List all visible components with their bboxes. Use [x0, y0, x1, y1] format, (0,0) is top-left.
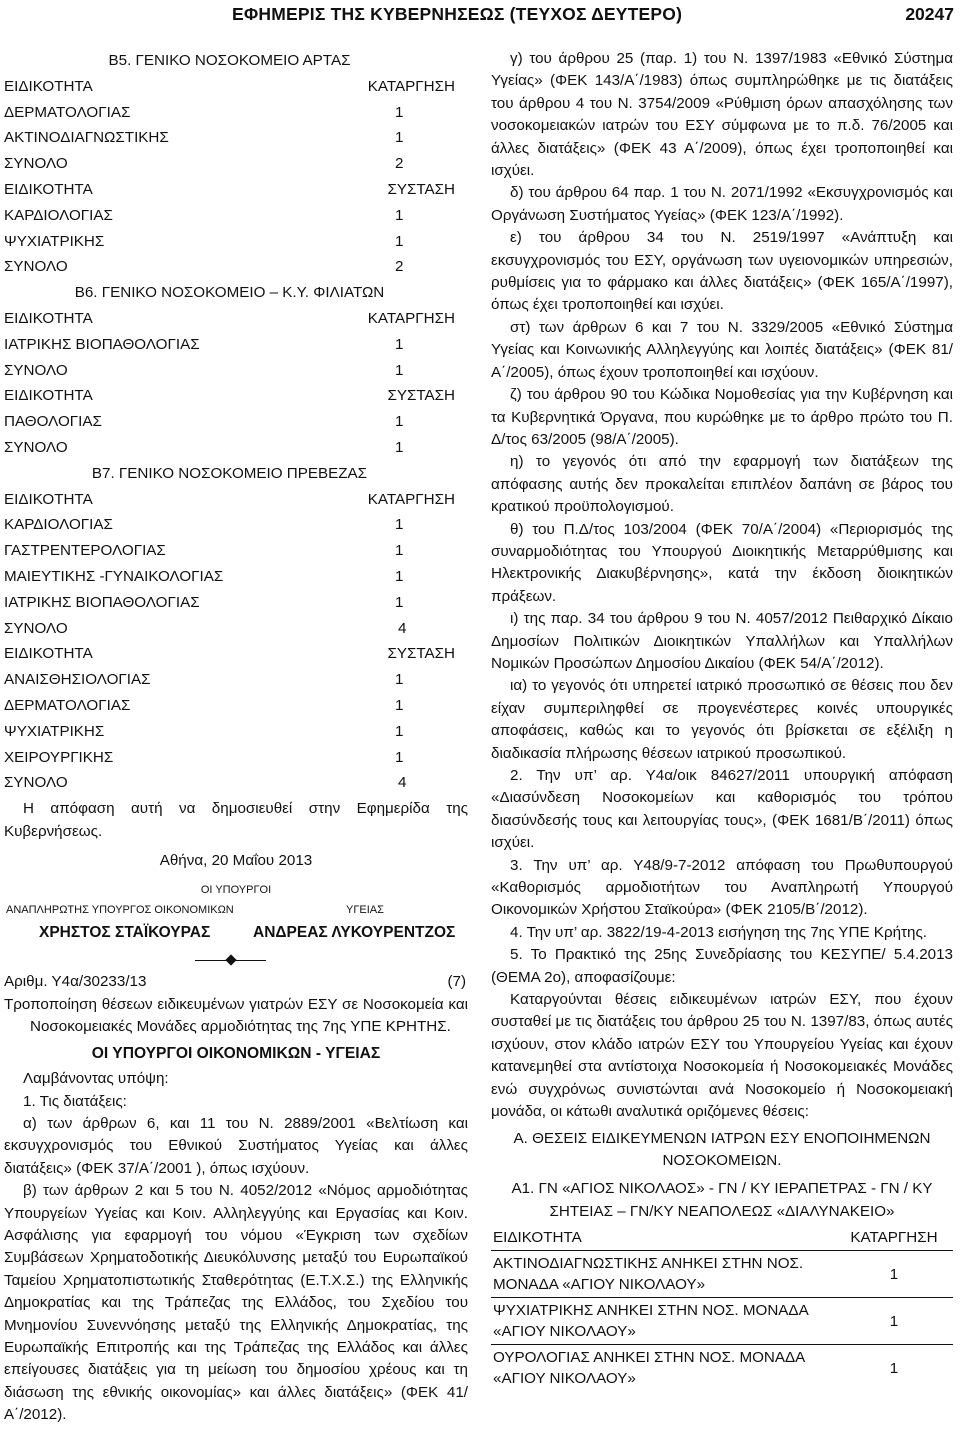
row-specialty: ΙΑΤΡΙΚΗΣ ΒΙΟΠΑΘΟΛΟΓΙΑΣ: [4, 593, 200, 611]
hospital-heading: [4, 48, 468, 74]
row-specialty: ΓΑΣΤΡΕΝΤΕΡΟΛΟΓΙΑΣ: [4, 542, 166, 560]
para-th: θ) του Π.Δ/τος 103/2004 (ΦΕΚ 70/Α΄/2004) «Περιορισμός της συναρμοδιότητας του Υπουργού Διοικητικής Μεταρρύθμισης και Ηλεκτρονικής Διακυβέρνησης», κατά την έκδοση διοικητικών πράξεων.: [491, 520, 953, 605]
hospital-heading: [4, 461, 468, 487]
hospital-heading-text: Β5. ΓΕΝΙΚΟ ΝΟΣΟΚΟΜΕΙΟ ΑΡΤΑΣ: [108, 52, 351, 69]
place-date: Αθήνα, 20 Μαΐου 2013: [159, 851, 313, 869]
row-count: 1: [395, 103, 404, 121]
row-count: 2: [395, 258, 404, 276]
row-count: 1: [395, 748, 404, 766]
row-count: 1: [395, 542, 404, 560]
table-subheader-row: [4, 383, 468, 409]
table-row: [4, 229, 468, 255]
subheader-action: ΣΥΣΤΑΣΗ: [387, 180, 455, 198]
right-column: [491, 48, 953, 1391]
row-specialty: ΣΥΝΟΛΟ: [4, 774, 68, 792]
table-row: [4, 590, 468, 616]
cell-specialty: ΑΚΤΙΝΟΔΙΑΓΝΩΣΤΙΚΗΣ ΑΝΗΚΕΙ ΣΤΗΝ ΝΟΣ. ΜΟΝΑΔΑ «ΑΓΙΟΥ ΝΙΚΟΛΑΟΥ»: [491, 1251, 835, 1298]
para-b: β) των άρθρων 2 και 5 του Ν. 4052/2012 «Νόμος αρμοδιότητας Υπουργείων Υγείας και Κοιν. Αλληλεγγύης και Εργασίας και Κοιν. Ασφάλισης για εφαρμογή του νόμου «Έγκριση των σχεδίων Συμβάσεων Χρηματοδοτικής Διευκόλυνσης μεταξύ του Ευρωπαϊκού Ταμείου Χρηματοπιστωτικής Σταθερότητας (Ε.Τ.Χ.Σ.) της Ελληνικής Δημοκρατίας και της Τράπεζας της Ελλάδος, του Σχεδίου του Μνημονίου Συνεννόησης μεταξύ της Ελληνικής Δημοκρατίας, της Ευρωπαϊκής Επιτροπής και της Τράπεζας της Ελλάδος και άλλες επείγουσες διατάξεις για τη μείωση του δημοσίου χρέους και τη διάσωση της εθνικής οικονομίας» και άλλες διατάξεις» (ΦΕΚ 41/Α΄/2012).: [4, 1182, 468, 1424]
para-st: στ) των άρθρων 6 και 7 του Ν. 3329/2005 «Εθνικό Σύστημα Υγείας και Κοινωνικής Αλληλεγγύης και λοιπές διατάξεις» (ΦΕΚ 81/ Α΄/2005), όπως έχουν τροποποιηθεί και ισχύουν.: [491, 318, 953, 381]
ministers-label: ΟΙ ΥΠΟΥΡΓΟΙ: [200, 883, 272, 896]
table-row: [4, 719, 468, 745]
table-row: [4, 693, 468, 719]
row-count: 1: [395, 206, 404, 224]
table-row: [491, 1345, 953, 1392]
decision-text: Καταργούνται θέσεις ειδικευμένων ιατρών ΕΣΥ, που έχουν συσταθεί με τις διατάξεις του άρθρου 25 του Ν. 1397/83, όπως αυτές ισχύουν, στον κλάδο ιατρών ΕΣΥ του Υπουργείου Υγείας και έχουν κατανεμηθεί στα αντίστοιχα Νοσοκομεία ή Νοσοκομειακές Μονάδες ενώ συγχρόνως συνιστώνται ανά Νοσοκομείο ή Νοσοκομειακή μονάδα, οι κάτωθι αναλυτικά οριζόμενες θέσεις:: [491, 991, 953, 1121]
table-subheader-row: [4, 74, 468, 100]
table-head-specialty: ΕΙΔΙΚΟΤΗΤΑ: [493, 1229, 582, 1247]
para-z: ζ) του άρθρου 90 του Κώδικα Νομοθεσίας για την Κυβέρνηση και τα Κυβερνητικά Όργανα, που κυρώθηκε με το άρθρο πρώτο του Π. Δ/τος 63/2005 (98/Α΄/2005).: [491, 386, 953, 448]
subheader-action: ΚΑΤΑΡΓΗΣΗ: [367, 309, 455, 327]
row-count: 1: [395, 129, 404, 147]
table-header-row: [491, 1225, 953, 1251]
row-specialty: ΜΑΙΕΥΤΙΚΗΣ -ΓΥΝΑΙΚΟΛΟΓΙΑΣ: [4, 567, 224, 585]
table-row: [491, 1298, 953, 1345]
cell-count: 1: [835, 1345, 953, 1392]
table-row: [4, 616, 468, 642]
row-specialty: ΑΚΤΙΝΟΔΙΑΓΝΩΣΤΙΚΗΣ: [4, 129, 169, 147]
issuing-authority: ΟΙ ΥΠΟΥΡΓΟΙ ΟΙΚΟΝΟΜΙΚΩΝ - ΥΓΕΙΑΣ: [91, 1044, 381, 1062]
table-row: [4, 409, 468, 435]
considering: Λαμβάνοντας υπόψη:: [23, 1070, 169, 1088]
publish-note-block: [4, 798, 468, 843]
table-subheader-row: [4, 641, 468, 667]
para-4: 4. Την υπ’ αρ. 3822/19-4-2013 εισήγηση της 7ης ΥΠΕ Κρήτης.: [510, 923, 928, 941]
row-specialty: ΙΑΤΡΙΚΗΣ ΒΙΟΠΑΘΟΛΟΓΙΑΣ: [4, 335, 200, 353]
table-subheader-row: [4, 177, 468, 203]
para-g: γ) του άρθρου 25 (παρ. 1) του Ν. 1397/1983 «Εθνικό Σύστημα Υγείας» (ΦΕΚ 143/Α΄/1983) όπως συμπληρώθηκε με τις διατάξεις του άρθρου 4 του Ν. 3754/2009 «Ρύθμιση όρων απασχόλησης των νοσοκομειακών ιατρών του ΕΣΥ σύμφωνα με το π.δ. 76/2005 και άλλες διατάξεις» (ΦΕΚ 43 Α΄/2009), όπως έχει τροποποιηθεί και ισχύει.: [491, 50, 953, 180]
row-specialty: ΠΑΘΟΛΟΓΙΑΣ: [4, 413, 102, 431]
table-body: [491, 1251, 953, 1392]
table-row: [4, 538, 468, 564]
table-head-abolition: ΚΑΤΑΡΓΗΣΗ: [850, 1229, 938, 1247]
row-count: 1: [395, 438, 404, 456]
row-count: 1: [395, 671, 404, 689]
row-count: 2: [395, 155, 404, 173]
row-count: 1: [395, 722, 404, 740]
table-row: [4, 125, 468, 151]
row-specialty: ΔΕΡΜΑΤΟΛΟΓΙΑΣ: [4, 696, 131, 714]
separator-diamond-icon: [225, 954, 236, 965]
doc-number: Αριθμ. Υ4α/30233/13: [4, 972, 147, 990]
row-specialty: ΨΥΧΙΑΤΡΙΚΗΣ: [4, 722, 105, 740]
table-row: [4, 435, 468, 461]
gazette-title: ΕΦΗΜΕΡΙΣ ΤΗΣ ΚΥΒΕΡΝΗΣΕΩΣ (ΤΕΥΧΟΣ ΔΕΥΤΕΡΟ): [232, 4, 683, 24]
row-count: 1: [395, 361, 404, 379]
table-subheader-row: [4, 306, 468, 332]
subheader-specialty: ΕΙΔΙΚΟΤΗΤΑ: [4, 387, 93, 405]
doc-title: Τροποποίηση θέσεων ειδικευμένων γιατρών ΕΣΥ σε Νοσοκομεία και Νοσοκομειακές Μονάδες αρμοδιότητας της 7ης ΥΠΕ ΚΡΗΤΗΣ.: [4, 995, 468, 1036]
row-count: 1: [395, 335, 404, 353]
para-d: δ) του άρθρου 64 παρ. 1 του Ν. 2071/1992 «Εκσυγχρονισμός και Οργάνωση Συστήματος Υγείας» (ΦΕΚ 123/Α΄/1992).: [491, 184, 953, 224]
table-row: [4, 667, 468, 693]
row-count: 1: [395, 516, 404, 534]
subheader-action: ΣΥΣΤΑΣΗ: [387, 387, 455, 405]
publish-note: Η απόφαση αυτή να δημοσιευθεί στην Εφημερίδα της Κυβερνήσεως.: [4, 800, 468, 840]
para-5: 5. Το Πρακτικό της 25ης Συνεδρίασης του ΚΕΣΥΠΕ/ 5.4.2013 (ΘΕΜΑ 2ο), αποφασίζουμε:: [491, 946, 953, 986]
left-column: [4, 48, 468, 1427]
minister-left-role: ΑΝΑΠΛΗΡΩΤΗΣ ΥΠΟΥΡΓΟΣ ΟΙΚΟΝΟΜΙΚΩΝ: [6, 903, 234, 916]
page-header: [0, 4, 960, 26]
subheader-specialty: ΕΙΔΙΚΟΤΗΤΑ: [4, 645, 93, 663]
table-row: [4, 745, 468, 771]
row-count: 1: [395, 232, 404, 250]
cell-specialty: ΟΥΡΟΛΟΓΙΑΣ ΑΝΗΚΕΙ ΣΤΗΝ ΝΟΣ. ΜΟΝΑΔΑ «ΑΓΙΟΥ ΝΙΚΟΛΑΟΥ»: [491, 1345, 835, 1392]
para-h: η) το γεγονός ότι από την εφαρμογή των διατάξεων της απόφασης αυτής δεν προκαλείται επιπλέον δαπάνη σε βάρος του κρατικού προϋπολογισμού.: [491, 453, 953, 516]
row-specialty: ΣΥΝΟΛΟ: [4, 155, 68, 173]
table-row: [4, 770, 468, 796]
page-number: 20247: [905, 4, 954, 24]
row-specialty: ΣΥΝΟΛΟ: [4, 438, 68, 456]
section-a-heading: Α. ΘΕΣΕΙΣ ΕΙΔΙΚΕΥΜΕΝΩΝ ΙΑΤΡΩΝ ΕΣΥ ΕΝΟΠΟΙΗΜΕΝΩΝ ΝΟΣΟΚΟΜΕΙΩΝ.: [513, 1129, 931, 1169]
row-count: 1: [395, 567, 404, 585]
cell-count: 1: [835, 1298, 953, 1345]
subheader-specialty: ΕΙΔΙΚΟΤΗΤΑ: [4, 180, 93, 198]
table-row: [4, 358, 468, 384]
cell-specialty: ΨΥΧΙΑΤΡΙΚΗΣ ΑΝΗΚΕΙ ΣΤΗΝ ΝΟΣ. ΜΟΝΑΔΑ «ΑΓΙΟΥ ΝΙΚΟΛΑΟΥ»: [491, 1298, 835, 1345]
table-row: [491, 1251, 953, 1298]
para-a: α) των άρθρων 6, και 11 του Ν. 2889/2001 «Βελτίωση και εκσυγχρονισμός του Εθνικού Συστήματος Υγείας και άλλες διατάξεις» (ΦΕΚ 37/Α΄/2001 ), όπως ισχύουν.: [4, 1114, 468, 1177]
doc-number-line: [4, 970, 468, 994]
decision-body: [4, 994, 468, 1427]
row-specialty: ΑΝΑΙΣΘΗΣΙΟΛΟΓΙΑΣ: [4, 671, 151, 689]
section-separator: [4, 948, 468, 970]
minister-right-name: ΑΝΔΡΕΑΣ ΛΥΚΟΥΡΕΝΤΖΟΣ: [253, 923, 456, 941]
hospital-heading-text: Β6. ΓΕΝΙΚΟ ΝΟΣΟΚΟΜΕΙΟ – Κ.Υ. ΦΙΛΙΑΤΩΝ: [74, 284, 385, 302]
row-specialty: ΨΥΧΙΑΤΡΙΚΗΣ: [4, 232, 105, 250]
hospital-heading: [4, 280, 468, 306]
table-row: [4, 203, 468, 229]
ministers-roles: [4, 900, 468, 922]
subheader-action: ΚΑΤΑΡΓΗΣΗ: [367, 77, 455, 95]
subheader-action: ΣΥΣΤΑΣΗ: [387, 645, 455, 663]
subheader-specialty: ΕΙΔΙΚΟΤΗΤΑ: [4, 77, 93, 95]
row-count: 1: [395, 696, 404, 714]
cell-count: 1: [835, 1251, 953, 1298]
row-count: 1: [395, 413, 404, 431]
table-row: [4, 564, 468, 590]
ministers-signatures: [4, 922, 468, 948]
hospital-heading-text: Β7. ΓΕΝΙΚΟ ΝΟΣΟΚΟΜΕΙΟ ΠΡΕΒΕΖΑΣ: [91, 464, 368, 482]
subheader-action: ΚΑΤΑΡΓΗΣΗ: [367, 490, 455, 508]
table-row: [4, 151, 468, 177]
right-text: [491, 48, 953, 1223]
table-row: [4, 254, 468, 280]
table-row: [4, 100, 468, 126]
row-specialty: ΚΑΡΔΙΟΛΟΓΙΑΣ: [4, 516, 113, 534]
para-3: 3. Την υπ’ αρ. Υ48/9-7-2012 απόφαση του Πρωθυπουργού «Καθορισμός αρμοδιοτήτων του Αναπληρωτή Υπουργού Οικονομικών Χρήστου Σταϊκούρα» (ΦΕΚ 2105/Β΄/2012).: [491, 856, 953, 919]
section-a1-heading: Α1. ΓΝ «ΑΓΙΟΣ ΝΙΚΟΛΑΟΣ» - ΓΝ / ΚΥ ΙΕΡΑΠΕΤΡΑΣ - ΓΝ / ΚΥ ΣΗΤΕΙΑΣ – ΓΝ/ΚΥ ΝΕΑΠΟΛΕΩΣ «ΔΙΑΛΥΝΑΚΕΙΟ»: [511, 1180, 933, 1220]
para-2: 2. Την υπ’ αρ. Υ4α/οικ 84627/2011 υπουργική απόφαση «Διασύνδεση Νοσοκομείων και καθορισμός του τρόπου διασύνδεσής τους και λειτουργίας τους», (ΦΕΚ 1681/Β΄/2011) όπως ισχύει.: [491, 767, 953, 852]
row-count: 1: [395, 593, 404, 611]
positions-tables: [4, 48, 468, 796]
minister-left-name: ΧΡΗΣΤΟΣ ΣΤΑΪΚΟΥΡΑΣ: [39, 923, 211, 941]
row-specialty: ΣΥΝΟΛΟ: [4, 258, 68, 276]
doc-sequence: (7): [447, 972, 466, 990]
row-specialty: ΔΕΡΜΑΤΟΛΟΓΙΑΣ: [4, 103, 131, 121]
para-e: ε) του άρθρου 34 του Ν. 2519/1997 «Ανάπτυξη και εκσυγχρονισμός του ΕΣΥ, οργάνωση των υγειονομικών υπηρεσιών, ρυθμίσεις για το φάρμακο και άλλες διατάξεις» (ΦΕΚ 165/Α΄/1997), όπως έχει τροποποιηθεί και ισχύει.: [491, 229, 953, 314]
row-specialty: ΣΥΝΟΛΟ: [4, 619, 68, 637]
row-specialty: ΣΥΝΟΛΟ: [4, 361, 68, 379]
table-row: [4, 332, 468, 358]
para-ia: ια) το γεγονός ότι υπηρετεί ιατρικό προσωπικό σε θέσεις που δεν είχαν συμπεριληφθεί σε προγενέστερες κοινές υπουργικές αποφάσεις, καθώς και το γεγονός ότι βρίσκεται σε εξέλιξη η διαδικασία πλήρωσης θέσεων ιατρικού προσωπικού.: [491, 677, 953, 762]
minister-right-role: ΥΓΕΙΑΣ: [346, 903, 384, 916]
positions-table: [491, 1225, 953, 1391]
provisions-intro: 1. Τις διατάξεις:: [23, 1092, 127, 1110]
row-count: 4: [398, 619, 407, 637]
subheader-specialty: ΕΙΔΙΚΟΤΗΤΑ: [4, 309, 93, 327]
subheader-specialty: ΕΙΔΙΚΟΤΗΤΑ: [4, 490, 93, 508]
table-subheader-row: [4, 487, 468, 513]
para-i: ι) της παρ. 34 του άρθρου 9 του Ν. 4057/2012 Πειθαρχικό Δίκαιο Δημοσίων Πολιτικών Διοικητικών Υπαλλήλων και Υπαλλήλων Νομικών Προσώπων Δημοσίου Δικαίου (ΦΕΚ 54/Α΄/2012).: [491, 610, 953, 672]
row-specialty: ΚΑΡΔΙΟΛΟΓΙΑΣ: [4, 206, 113, 224]
row-specialty: ΧΕΙΡΟΥΡΓΙΚΗΣ: [4, 748, 114, 766]
table-row: [4, 512, 468, 538]
row-count: 4: [398, 774, 407, 792]
